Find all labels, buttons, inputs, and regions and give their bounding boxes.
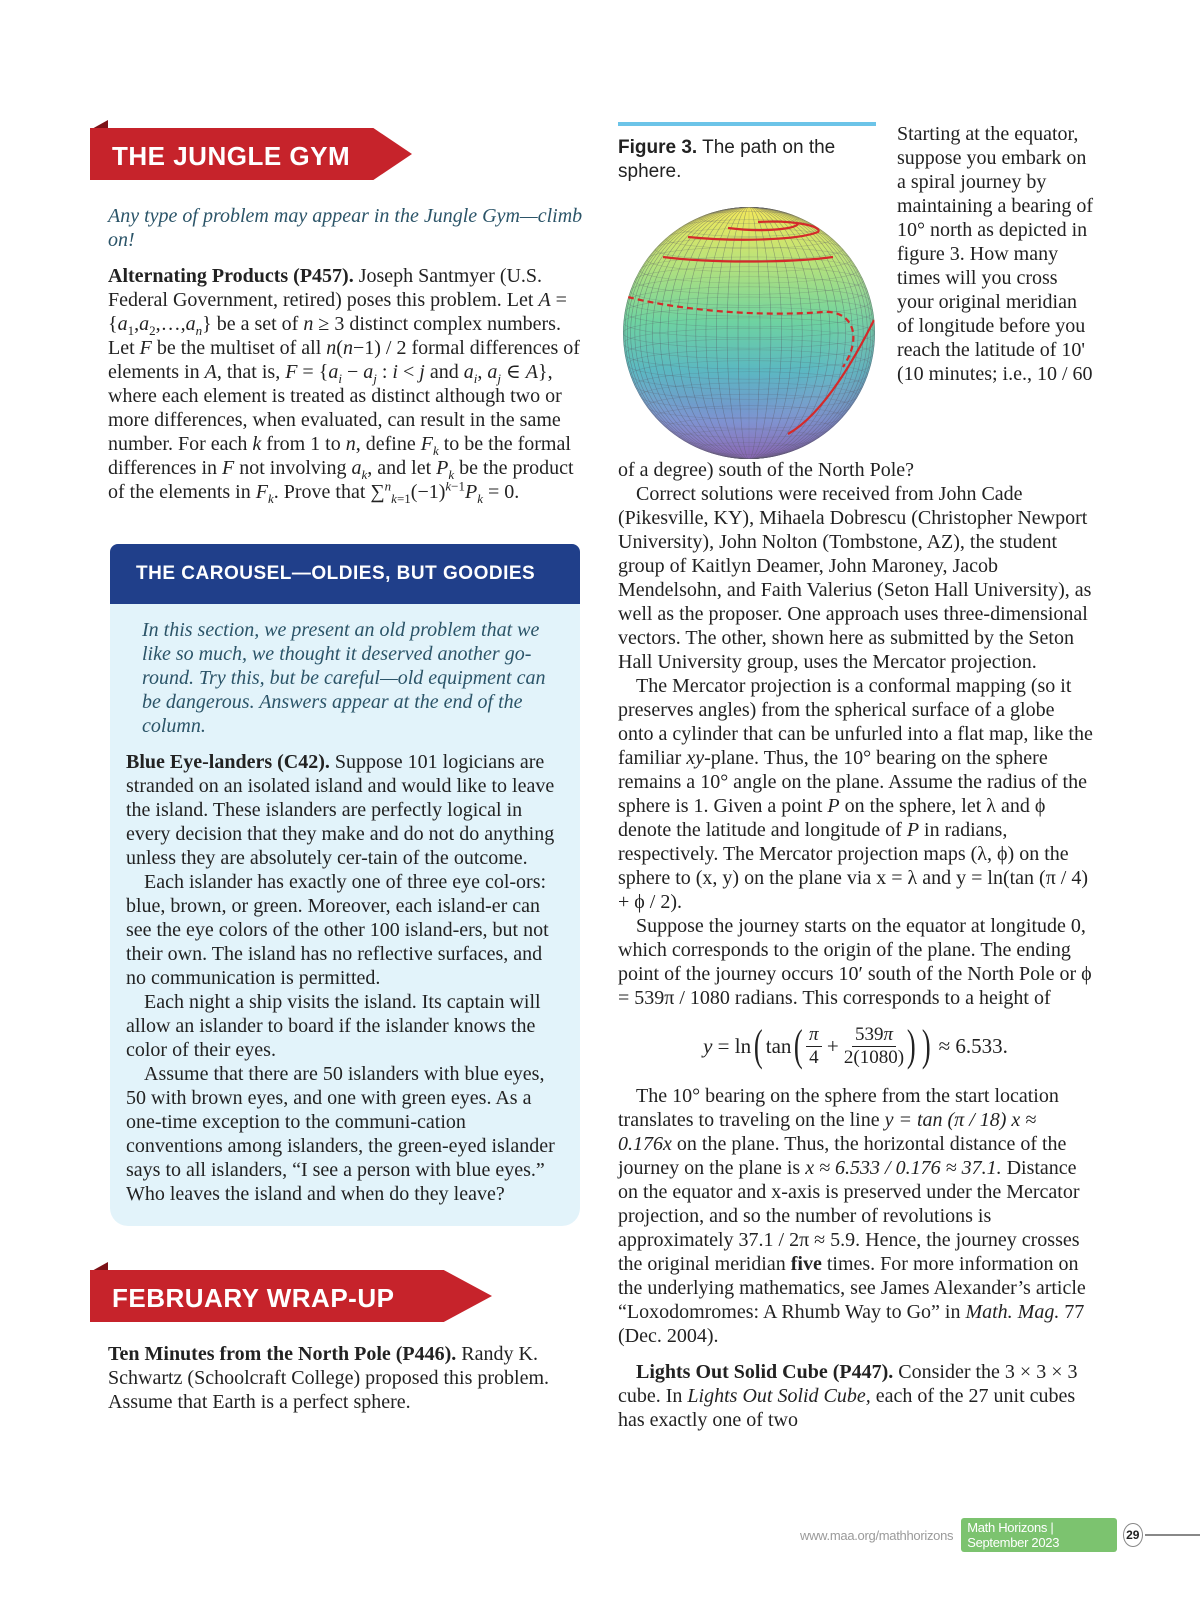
blue-eyelanders-p3: Each night a ship visits the island. Its captain will allow an islander to board if the islander knows the color of their eyes. — [126, 991, 541, 1061]
carousel-heading: THE CAROUSEL—OLDIES, BUT GOODIES — [136, 563, 536, 584]
jungle-gym-banner — [90, 120, 583, 178]
blue-eyelanders-p2: Each islander has exactly one of three eye col-ors: blue, brown, or green. Moreover, each island-er can see the eye colors of the other 100 island-ers, but not their own. The island has no reflective surfaces, and no communication is permitted. — [126, 871, 549, 989]
side-text-continuation: of a degree) south of the North Pole? — [618, 459, 915, 481]
sphere-image — [618, 202, 880, 464]
page-number: 29 — [1123, 1523, 1142, 1547]
solution-text — [618, 458, 1093, 1432]
solution-p3: Suppose the journey starts on the equator at longitude 0, which corresponds to the origin of the plane. The ending point of the journey occurs 10′ south of the North Pole or ϕ = 539π / 1080 radians. This corresponds to a height of — [618, 915, 1092, 1009]
height-equation: y = ln ( tan ( $\frac{\pi}{4}$ + $\frac{539\pi}{2(1080)}$ ) ) ≈ 6.533. — [703, 1021, 1008, 1070]
wrap-up-banner — [90, 1262, 583, 1320]
wrap-up-heading: FEBRUARY WRAP-UP — [112, 1282, 395, 1313]
carousel-box — [110, 604, 580, 1226]
figure-3 — [618, 122, 880, 462]
blue-eyelanders-p4: Assume that there are 50 islanders with blue eyes, 50 with brown eyes, and one with green eyes. As a one-time exception to the communi-cation conventions among islanders, the green-eyed islander says to all islanders, “I see a person with blue eyes.” Who leaves the island and when do they leave? — [126, 1063, 555, 1205]
footer-journal: Math Horizons | September 2023 — [961, 1518, 1117, 1552]
jungle-gym-intro: Any type of problem may appear in the Jungle Gym—climb on! — [108, 205, 583, 251]
solution-p4: The 10° bearing on the sphere from the start location translates to traveling on the line y = tan (π / 18) x ≈ 0.176x on the plane. Thus, the horizontal distance of the journey on the plane is x ≈ 6.533 / 0.176 ≈ 37.1. Distance on the equator and x-axis is preserved under the Mercator projection, and so the number of revolutions is approximately 37.1 / 2π ≈ 5.9. Hence, the journey crosses the original meridian five times. For more information on the underlying mathematics, see James Alexander’s article “Loxodomromes: A Rhumb Way to Go” in Math. Mag. 77 (Dec. 2004). — [618, 1085, 1086, 1347]
left-column — [108, 120, 583, 1414]
lights-out-problem: Lights Out Solid Cube (P447). Consider the 3 × 3 × 3 cube. In Lights Out Solid Cube, each of the 27 unit cubes has exactly one of two — [618, 1361, 1078, 1431]
ten-minutes-problem: Ten Minutes from the North Pole (P446). Randy K. Schwartz (Schoolcraft College) proposed this problem. Assume that Earth is a perfect sphere. — [108, 1343, 549, 1413]
footer-url: www.maa.org/mathhorizons — [800, 1527, 954, 1543]
carousel-intro: In this section, we present an old problem that we like so much, we thought it deserved another go-round. Try this, but be careful—old equipment can be dangerous. Answers appear at the end of the column. — [142, 619, 546, 737]
carousel-header — [110, 544, 580, 604]
figure-rule — [618, 122, 876, 126]
blue-eyelanders-p1: Blue Eye-landers (C42). Suppose 101 logicians are stranded on an isolated island and would like to leave the island. These islanders are perfectly logical in every decision that they make and do not do anything unless they are absolutely cer-tain of the outcome. — [126, 751, 555, 869]
figure-caption: Figure 3. The path on the sphere. — [618, 137, 836, 182]
solution-p2: The Mercator projection is a conformal mapping (so it preserves angles) from the spherical surface of a globe onto a cylinder that can be unfurled into a flat map, like the familiar xy-plane. Thus, the 10° bearing on the sphere remains a 10° angle on the plane. Assume the radius of the sphere is 1. Given a point P on the sphere, let λ and ϕ denote the latitude and longitude of P in radians, respectively. The Mercator projection maps (λ, ϕ) on the sphere to (x, y) on the plane via x = λ and y = ln(tan (π / 4) + ϕ / 2). — [618, 675, 1093, 913]
footer-line — [1145, 1534, 1200, 1536]
solution-p1: Correct solutions were received from John Cade (Pikesville, KY), Mihaela Dobrescu (Christopher Newport University), John Nolton (Tombstone, AZ), the student group of Kaitlyn Deamer, John Maroney, Jacob Mendelsohn, and Faith Valerius (Seton Hall University), as well as the proposer. One approach uses three-dimensional vectors. The other, shown here as submitted by the Seton Hall University group, uses the Mercator projection. — [618, 483, 1092, 673]
jungle-gym-heading: THE JUNGLE GYM — [112, 140, 351, 171]
figure-side-text: Starting at the equator, suppose you embark on a spiral journey by maintaining a bearing of 10° north as depicted in figure 3. How many times will you cross your original meridian of longitude before you reach the latitude of 10' (10 minutes; i.e., 10 / 60 — [897, 123, 1094, 385]
alternating-products-problem: Alternating Products (P457). Joseph Santmyer (U.S. Federal Government, retired) poses this problem. Let $A = \{a_1,a_2,\dots,a_n\}$ be a set of n ≥ 3 distinct complex numbers. Let F be the multiset of all n(n−1) / 2 formal differences of elements in A, that is, $F = \{a_i - a_j$ : i < j and $a_i$, $a_j$ ∈ A}, where each element is treated as distinct although two or more differences, when evaluated, can result in the same number. For each k from 1 to n, define $F_k$ to be the formal differences in F not involving $a_k$, and let $P_k$ be the product of the elements in $F_k$. Prove that $\sum^n_{k=1}(-1)^{k-1}P_k = 0$. — [108, 265, 580, 506]
page-footer — [800, 1520, 1200, 1550]
